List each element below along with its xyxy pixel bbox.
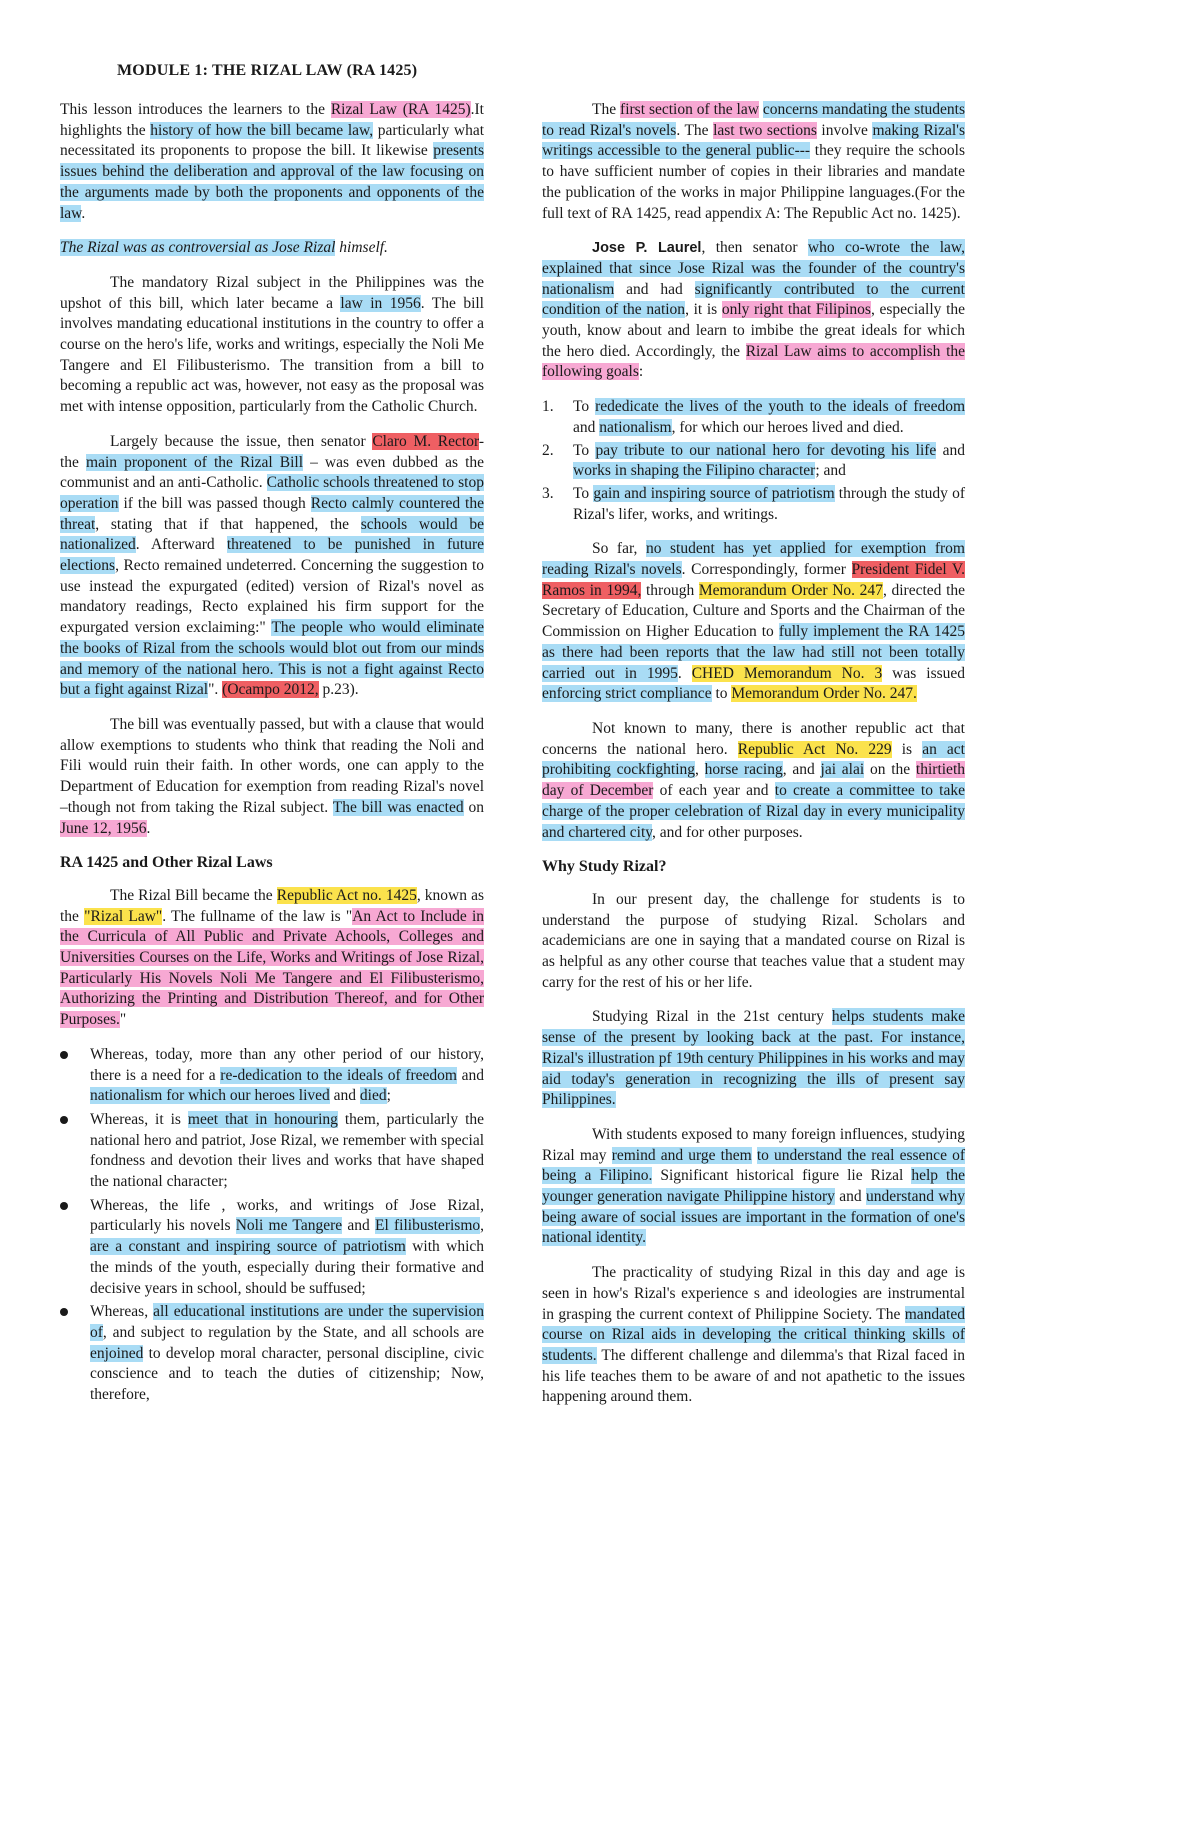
bullet-marker <box>60 1308 68 1316</box>
highlight-blue: meet that in honouring <box>187 1110 338 1128</box>
highlight-blue: re-dedication to the ideals of freedom <box>220 1066 457 1084</box>
whereas-text-2: Whereas, it is meet that in honouring them, particularly the national hero and patriot, Jose Rizal, we remember with special fondness and devotion their lives and works that have shaped the national character; <box>90 1110 485 1191</box>
practicality-paragraph: The practicality of studying Rizal in this day and age is seen in how's Rizal's experience s and ideologies are instrumental in grasping the current context of Philippine Society. The mandated course on Rizal aids in developing the critical thinking skills of students. The different challenge and dilemma's that Rizal faced in his life teaches them to be aware of and not apathetic to the issues happening around them. <box>542 1264 965 1406</box>
goal-item-1 <box>542 397 965 438</box>
highlight-red: Claro M. Rector <box>372 432 479 450</box>
goal-number: 3. <box>542 484 554 502</box>
highlight-pink: last two sections <box>713 121 817 139</box>
highlight-blue: gain and inspiring source of patriotism <box>593 484 835 502</box>
whereas-list <box>60 1045 484 1406</box>
highlight-blue: mandated course on Rizal aids in developing the critical thinking skills of students. <box>542 1305 965 1364</box>
21st-century-paragraph: Studying Rizal in the 21st century helps students make sense of the present by looking back at the past. For instance, Rizal's illustration pf 19th century Philippines in his works and may aid today's generation in recognizing the ills of present say Philippines. <box>542 1008 965 1109</box>
goal-number: 2. <box>542 441 554 459</box>
intro-paragraph: This lesson introduces the learners to the Rizal Law (RA 1425).It highlights the history of how the bill became law, particularly what necessitated its proponents to propose the bill. It likewise presents issues behind the deliberation and approval of the law focusing on the arguments made by both the proponents and opponents of the law. <box>60 101 485 222</box>
module-title: MODULE 1: THE RIZAL LAW (RA 1425) <box>117 62 418 79</box>
highlight-pink: only right that Filipinos <box>721 301 871 319</box>
highlight-blue: helps students make sense of the present by looking back at the past. For instance, Rizal's illustration pf 19th century Philippines in his works and may aid today's generation in recognizing the ills of present say Philippines. <box>542 1008 965 1109</box>
goal-item-2 <box>542 441 965 482</box>
highlight-blue: an act prohibiting cockfighting <box>542 740 965 779</box>
rizal-bill-paragraph: The Rizal Bill became the Republic Act no. 1425, known as the "Rizal Law". The fullname of the law is "An Act to Include in the Curricula of All Public and Private Achools, Colleges and Universities Courses on the Life, Works and Writings of Jose Rizal, Particularly His Novels Noli Me Tangere and El Filibusterismo, Authorizing the Printing and Distribution Thereof, and for Other Purposes." <box>60 886 485 1029</box>
highlight-blue: rededicate the lives of the youth to the ideals of freedom <box>595 398 966 416</box>
goal-text-3: To gain and inspiring source of patriotism through the study of Rizal's lifer, works, and writings. <box>573 484 965 523</box>
highlight-blue: making Rizal's writings accessible to the general public--- <box>542 121 965 160</box>
highlight-blue: works in shaping the Filipino character <box>573 462 816 480</box>
whereas-text-3: Whereas, the life , works, and writings of Jose Rizal, particularly his novels Noli me Tangere and El filibusterismo, are a constant and inspiring source of patriotism with which the minds of the youth, especially during their formative and decisive years in school, should be suffused; <box>90 1196 485 1297</box>
highlight-blue: The people who would eliminate the books of Rizal from the schools would blot out from our minds and memory of the national hero. This is not a fight against Recto but a fight against Rizal <box>60 619 484 699</box>
foreign-influences-paragraph: With students exposed to many foreign influences, studying Rizal may remind and urge them to understand the real essence of being a Filipino. Significant historical figure lie Rizal help the younger generation navigate Philippine history and understand why being aware of social issues are important in the formation of one's national identity. <box>542 1125 965 1247</box>
highlight-yellow: Memorandum Order No. 247. <box>731 685 917 703</box>
highlight-blue: schools would be nationalized <box>60 515 485 554</box>
highlight-pink: Rizal Law aims to accomplish the following goals <box>542 342 966 381</box>
highlight-blue: jai alai <box>820 761 865 779</box>
highlight-blue: The bill was enacted <box>332 798 464 816</box>
highlight-blue: concerns mandating the students to read Rizal's novels <box>542 101 965 139</box>
heading-ra1425: RA 1425 and Other Rizal Laws <box>60 854 273 872</box>
highlight-blue: The Rizal was as controversial as Jose Rizal <box>60 239 336 257</box>
whereas-item-1 <box>60 1045 484 1107</box>
highlight-blue: horse racing <box>704 761 783 779</box>
highlight-pink: June 12, 1956 <box>60 819 147 837</box>
whereas-item-4 <box>60 1302 484 1406</box>
highlight-blue: history of how the bill became law, <box>150 121 374 139</box>
goals-list <box>542 397 965 525</box>
highlight-blue: operation <box>60 494 119 512</box>
highlight-pink: An Act to Include in the Curricula of All Public and Private Achools, Colleges and Universities Courses on the Life, Works and Writings of Jose Rizal, Particularly His Novels Noli Me Tangere and El Filibusterismo, Authorizing the Printing and Distribution Thereof, and for Other Purposes. <box>60 907 485 1029</box>
highlight-red: President Fidel V. Ramos in 1994, <box>542 561 966 599</box>
whereas-text-4: Whereas, all educational institutions are under the supervision of, and subject to regulation by the State, and all schools are enjoined to develop moral character, personal discipline, civic conscience and to teach the duties of citizenship; Now, therefore, <box>90 1303 484 1404</box>
highlight-blue: to understand the real essence of being a Filipino. <box>542 1146 965 1185</box>
highlight-blue: all educational institutions are under the supervision of <box>90 1303 484 1341</box>
highlight-blue: remind and urge them <box>611 1146 752 1164</box>
first-section-paragraph: The first section of the law concerns mandating the students to read Rizal's novels. The last two sections involve making Rizal's writings accessible to the general public--- they require the schools to have sufficient number of copies in their libraries and mandate the publication of the works in major Philippine languages.(For the full text of RA 1425, read appendix A: The Republic Act no. 1425). <box>542 101 965 222</box>
whereas-item-3 <box>60 1196 484 1300</box>
highlight-blue: fully implement the RA 1425 as there had been reports that the law had still not been totally carried out in 1995 <box>542 623 965 682</box>
mandatory-subject-paragraph: The mandatory Rizal subject in the Philippines was the upshot of this bill, which later became a law in 1956. The bill involves mandating educational institutions in the country to offer a course on the hero's life, works and writings, especially the Noli Me Tangere and El Filibusterismo. The transition from a bill to becoming a republic act was, however, not easy as the proposal was met with intense opposition, particularly from the Catholic Church. <box>60 273 484 416</box>
so-far-paragraph: So far, no student has yet applied for exemption from reading Rizal's novels. Correspondingly, former President Fidel V. Ramos in 1994, through Memorandum Order No. 247, directed the Secretary of Education, Culture and Sports and the Chairman of the Commission on Higher Education to fully implement the RA 1425 as there had been reports that the law had still not been totally carried out in 1995. CHED Memorandum No. 3 was issued enforcing strict compliance to Memorandum Order No. 247. <box>542 540 966 703</box>
highlight-blue: understand why being aware of social issues are important in the formation of one's national identity. <box>542 1188 965 1247</box>
laurel-name: Jose P. Laurel <box>592 240 702 257</box>
bullet-marker <box>60 1202 68 1210</box>
highlight-blue: pay tribute to our national hero for devoting his life <box>595 441 937 459</box>
highlight-pink: Rizal Law (RA 1425) <box>330 101 471 118</box>
highlight-blue: main proponent of the Rizal Bill <box>86 453 304 471</box>
not-known-paragraph: Not known to many, there is another republic act that concerns the national hero. Republic Act No. 229 is an act prohibiting cockfighting, horse racing, and jai alai on the thirtieth day of December of each year and to create a committee to take charge of the proper celebration of Rizal day in every municipality and chartered city, and for other purposes. <box>542 719 965 841</box>
highlight-red: (Ocampo 2012, <box>222 681 319 699</box>
highlight-blue: died <box>359 1087 387 1105</box>
highlight-blue: no student has yet applied for exemption from reading Rizal's novels <box>542 540 965 579</box>
highlight-blue: help the younger generation navigate Philippine history <box>542 1167 965 1206</box>
highlight-yellow: Memorandum Order No. 247 <box>698 581 883 599</box>
highlight-pink: first section of the law <box>620 101 759 118</box>
highlight-blue: to create a committee to take <box>774 782 965 800</box>
highlight-blue: are a constant and inspiring source of patriotism <box>90 1238 406 1256</box>
right-column <box>542 100 965 1422</box>
highlight-blue: law in 1956 <box>340 294 421 312</box>
laurel-text: , then senator who co-wrote the law, explained that since Jose Rizal was the founder of the country's nationalism and had significantly contributed to the current condition of the nation, it is only right that Filipinos, especially the youth, know about and learn to imbibe the great ideals for which the hero died. Accordingly, the Rizal Law aims to accomplish the following goals: <box>542 239 966 381</box>
highlight-blue: enforcing strict compliance <box>542 685 712 703</box>
goal-text-1: To rededicate the lives of the youth to the ideals of freedom and nationalism, for which our heroes lived and died. <box>573 398 966 436</box>
highlight-blue: threatened to be punished in future elections <box>60 536 484 575</box>
whereas-item-2 <box>60 1110 484 1193</box>
goal-item-3 <box>542 484 965 525</box>
goal-text-2: To pay tribute to our national hero for devoting his life and works in shaping the Filipino character; and <box>573 441 965 480</box>
highlight-blue: Catholic schools threatened to stop <box>266 474 484 492</box>
highlight-blue: Noli me Tangere <box>235 1217 343 1235</box>
highlight-blue: presents issues behind the deliberation and approval of the law focusing on the arguments made by both the proponents and opponents of the law <box>60 142 484 222</box>
bullet-marker <box>60 1116 68 1124</box>
laurel-paragraph <box>542 238 965 383</box>
heading-why-study: Why Study Rizal? <box>542 858 667 876</box>
highlight-blue: significantly contributed to the current condition of the nation <box>542 280 965 319</box>
present-day-paragraph: In our present day, the challenge for students is to understand the purpose of studying Rizal. Scholars and academicians are one in saying that a mandated course on Rizal is as helpful as any other course that teaches value that a student may carry for the rest of his or her life. <box>542 890 965 991</box>
highlight-blue: who co-wrote the law, explained that since Jose Rizal was the founder of the country's nationalism <box>542 239 965 298</box>
highlight-pink: thirtieth day of December <box>542 761 965 800</box>
highlight-yellow: CHED Memorandum No. 3 <box>691 664 883 682</box>
left-column <box>60 100 484 1420</box>
goal-number: 1. <box>542 398 554 416</box>
highlight-yellow: Republic Act No. 229 <box>737 740 892 758</box>
highlight-yellow: "Rizal Law" <box>84 907 163 925</box>
highlight-blue: nationalism <box>599 418 672 436</box>
highlight-blue: enjoined <box>90 1344 144 1362</box>
recto-paragraph: Largely because the issue, then senator Claro M. Rector- the main proponent of the Rizal Bill – was even dubbed as the communist and an anti-Catholic. Catholic schools threatened to stop operation if the bill was passed though Recto calmly countered the threat, stating that if that happened, the schools would be nationalized. Afterward threatened to be punished in future elections, Recto remained undeterred. Concerning the suggestion to use instead the expurgated (edited) version of Rizal's novel as mandatory readings, Recto explained his firm support for the expurgated version exclaiming:" The people who would eliminate the books of Rizal from the schools would blot out from our minds and memory of the national hero. This is not a fight against Recto but a fight against Rizal". (Ocampo 2012, p.23). <box>60 432 485 699</box>
bill-passed-paragraph: The bill was eventually passed, but with a clause that would allow exemptions to students who think that reading the Noli and Fili would ruin their faith. In other words, one can apply to the Department of Education for exemption from reading Rizal's novel –though not from taking the Rizal subject. The bill was enacted on June 12, 1956. <box>60 715 485 837</box>
highlight-blue: El filibusterismo <box>375 1217 481 1235</box>
bullet-marker <box>60 1051 68 1059</box>
highlight-blue: nationalism for which our heroes lived <box>90 1087 330 1105</box>
whereas-text-1: Whereas, today, more than any other period of our history, there is a need for a re-dedication to the ideals of freedom and nationalism for which our heroes lived and died; <box>90 1045 484 1105</box>
section-subtitle: The Rizal was as controversial as Jose Rizal himself. <box>60 239 388 257</box>
highlight-blue: Recto calmly countered the threat <box>60 494 484 533</box>
highlight-blue: charge of the proper celebration of Rizal day in every municipality and chartered city <box>542 802 965 841</box>
highlight-yellow: Republic Act no. 1425 <box>276 886 417 904</box>
